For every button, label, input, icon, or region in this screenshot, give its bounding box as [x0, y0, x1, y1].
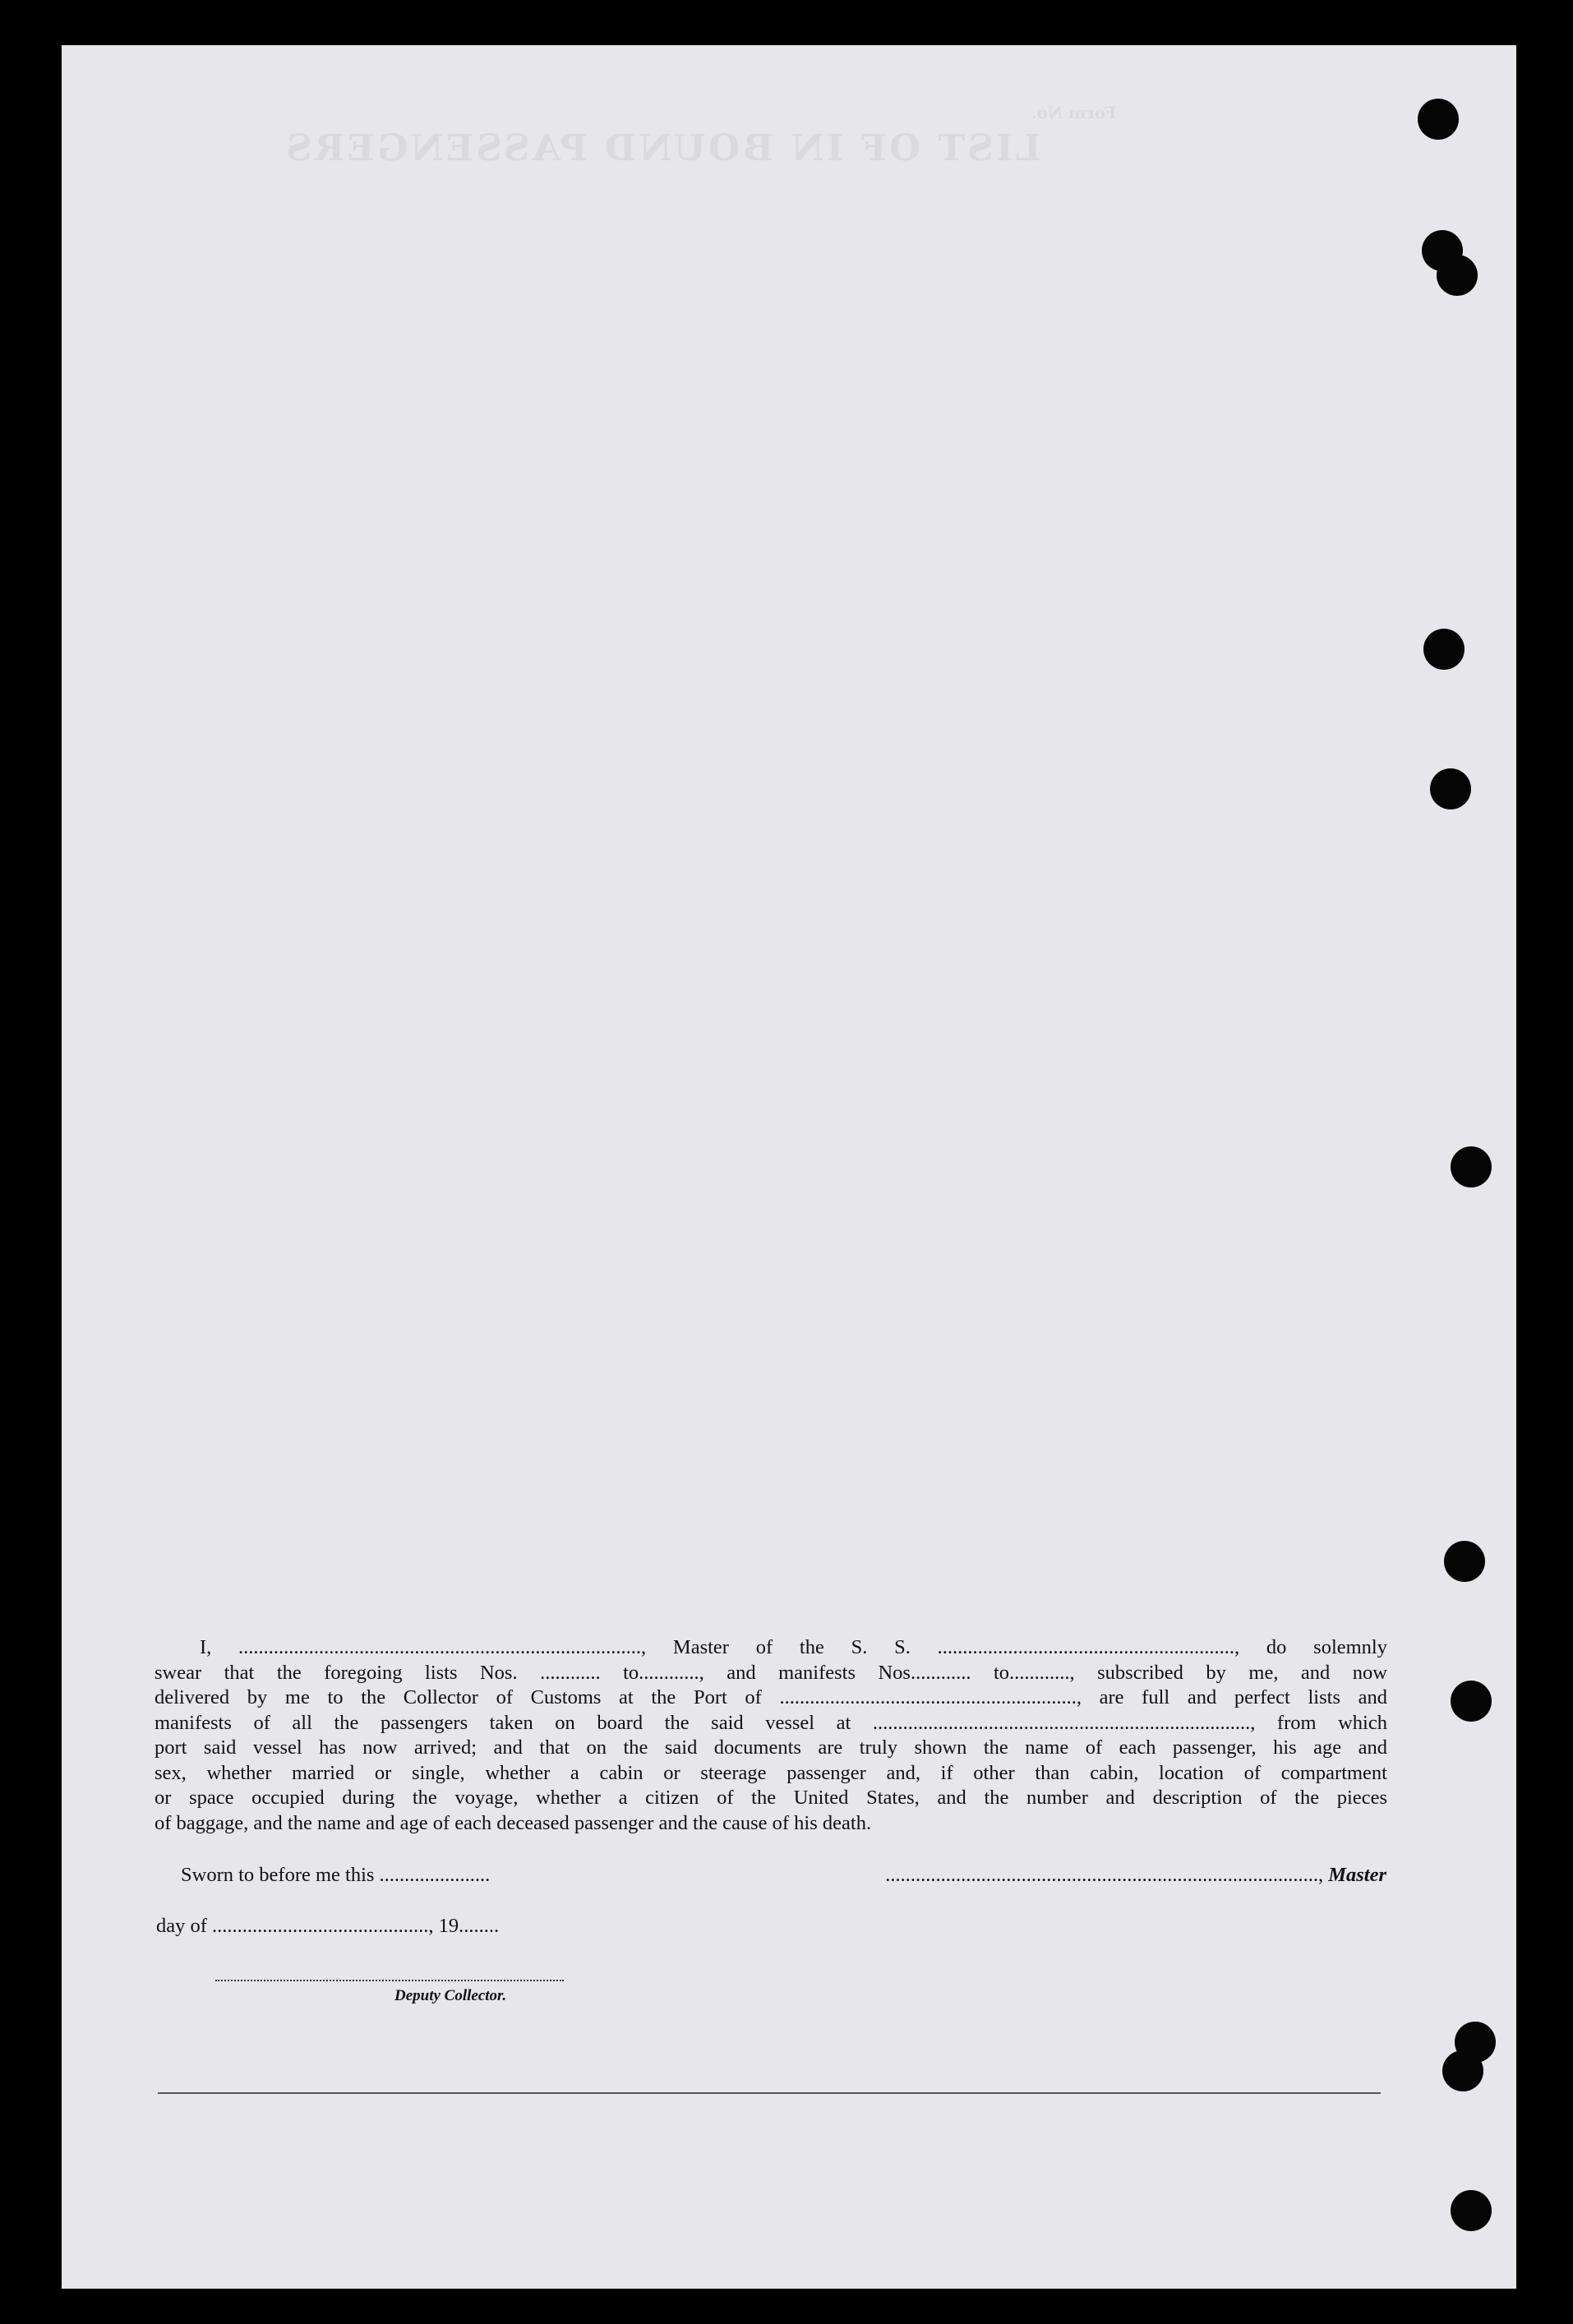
master-signature-field: [875, 1864, 1386, 1887]
oath-line: delivered by me to the Collector of Customs at the Port of ..........................................................., are full and perfect lists and: [155, 1686, 1387, 1708]
horizontal-divider: [158, 2092, 1381, 2094]
master-signature-line: ......................................................................................,: [885, 1864, 1324, 1886]
oath-line: manifests of all the passengers taken on board the said vessel at ..........................................................................., from which: [155, 1711, 1387, 1734]
bleed-through-header: Form No.: [1031, 103, 1117, 122]
sworn-before-me-field: Sworn to before me this ......................: [181, 1864, 491, 1886]
document-sheet: [62, 45, 1516, 2289]
day-of-field: day of ..........................................., 19........: [156, 1915, 500, 1937]
punch-hole-icon: [1442, 2050, 1483, 2091]
punch-hole-icon: [1451, 2190, 1492, 2231]
master-label: Master: [1328, 1864, 1386, 1886]
punch-hole-icon: [1430, 768, 1471, 809]
oath-line: I, ................................................................................, Master of the S. S. ..........................................................., do solemnly: [200, 1636, 1387, 1658]
deputy-signature-line: [215, 1980, 564, 1981]
master-oath-paragraph: [155, 1635, 1387, 1836]
oath-line: or space occupied during the voyage, whether a citizen of the United States, and the number and description of the pieces: [155, 1787, 1387, 1809]
punch-hole-icon: [1444, 1541, 1485, 1582]
punch-hole-icon: [1437, 255, 1478, 296]
oath-line: swear that the foregoing lists Nos. ............ to............, and manifests Nos............ to............, subscribed by me, and now: [155, 1661, 1387, 1684]
punch-hole-icon: [1451, 1146, 1492, 1187]
oath-line: port said vessel has now arrived; and that on the said documents are truly shown the name of each passenger, his age and: [155, 1736, 1387, 1759]
bleed-through-title: LIST OF IN BOUND PASSENGERS: [284, 127, 1041, 169]
oath-line: sex, whether married or single, whether a cabin or steerage passenger and, if other than cabin, location of compartment: [155, 1761, 1387, 1784]
punch-hole-icon: [1418, 99, 1459, 140]
deputy-collector-label: Deputy Collector.: [394, 1987, 507, 2004]
punch-hole-icon: [1451, 1681, 1492, 1722]
punch-hole-icon: [1423, 629, 1465, 670]
oath-line: of baggage, and the name and age of each deceased passenger and the cause of his death.: [155, 1811, 872, 1834]
